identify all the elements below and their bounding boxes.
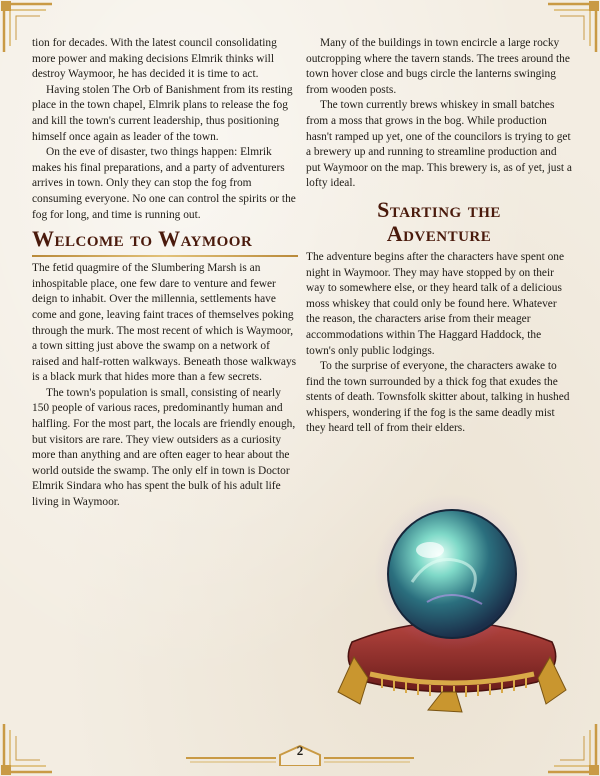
orb-on-cushion-illustration (332, 492, 572, 714)
left-paragraph-5: The town's population is small, consisting of nearly 150 people of various races, predominantly human and halfling. For the most part, the locals are friendly enough, but visitors are rare. They view outsiders as a curiosity more than anything and are often eager to hear about the world outside the swamp. The only elf in town is Doctor Elmrik Sindara who has spent the bulk of his adult life living in Waymoor. (32, 386, 296, 509)
section-heading-starting-line2: Adventure (386, 220, 492, 246)
section-heading-starting-line1: Starting the (377, 196, 501, 222)
right-paragraph-1: Many of the buildings in town encircle a large rocky outcropping where the tavern stands. The trees around the town hover close and bugs circle the lanterns swinging from wooden posts. (306, 37, 570, 96)
left-paragraph-4: The fetid quagmire of the Slumbering Marsh is an inhospitable place, one few dare to venture and fewer deign to inhabit. Over the millennia, settlements have come and gone, leaving faint traces of themselves poking through the murk. The most recent of which is Waymoor, a town sitting just above the swamp on a network of raised and half-rotten walkways. Beneath those walkways is a black murk that hides more than a few secrets. (32, 262, 297, 384)
section-heading-welcome: Welcome to Waymoor (32, 226, 253, 252)
right-paragraph-4: To the surprise of everyone, the characters awake to find the town surrounded by a thick fog that exudes the stents of death. Townsfolk skitter about, talking in hushed whispers, wondering if the fog is the same deadly mist they heard tell of from their elders. (306, 360, 570, 435)
orb (374, 494, 530, 650)
right-paragraph-3: The adventure begins after the characters have spent one night in Waymoor. They may have stopped by on their way to somewhere else, or they heard talk of a delicious moss whiskey that could only be found here. Whatever the reason, the characters arise from their meager accommodations within The Haggard Haddock, the town's only public lodgings. (306, 250, 565, 357)
left-column (32, 36, 298, 511)
left-paragraph-3: On the eve of disaster, two things happen: Elmrik makes his final preparations, and a party of adventurers arrives in town. Only they can stop the fog from consuming everyone. No one can control the spirits or the fog for long, and time is running out. (32, 146, 296, 221)
heading-underline (32, 255, 298, 257)
section-heading-starting (306, 198, 572, 246)
left-paragraph-1: tion for decades. With the latest council consolidating more power and making decisions Elmrik thinks will destroy Waymoor, he has decided it is time to act. (32, 37, 277, 81)
right-column (306, 36, 572, 437)
left-paragraph-2: Having stolen The Orb of Banishment from its resting place in the town chapel, Elmrik plans to release the fog and kill the town's current leadership, thus positioning himself once again as leader of the town. (32, 83, 293, 143)
corner-ornament-bottom-right (544, 720, 600, 776)
corner-ornament-bottom-left (0, 720, 56, 776)
page-number: 2 (296, 743, 304, 758)
right-paragraph-2: The town currently brews whiskey in small batches from a moss that grows in the bog. While production hasn't ramped up yet, one of the councilors is trying to get a brewery up and running to streamline production and put Waymoor on the map. This brewery is, as of yet, just a lofty ideal. (306, 99, 572, 190)
